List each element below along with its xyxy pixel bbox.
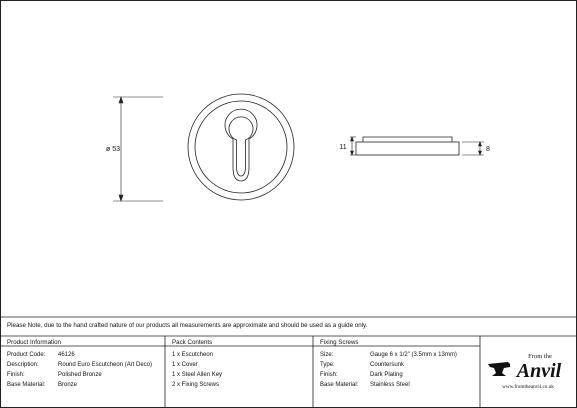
screw-size-value: Gauge 6 x 1/2" (3.5mm x 13mm) — [370, 352, 457, 358]
right-thickness-label: 8 — [486, 146, 490, 153]
logo-brand: Anvil — [516, 360, 562, 382]
screw-base-material-value: Stainless Steel — [370, 382, 410, 388]
side-base — [356, 142, 459, 155]
measurement-note: Please Note, due to the hand crafted nature of our products all measurements are approximate and should be used as a guide only. — [7, 322, 368, 329]
side-top — [363, 137, 452, 142]
right-thickness-dimension — [462, 142, 484, 155]
screw-base-material-label: Base Material: — [320, 382, 359, 388]
pack-item: 2 x Fixing Screws — [172, 382, 220, 388]
inner-rim — [195, 101, 287, 193]
fixing-screws-header: Fixing Screws — [320, 339, 359, 346]
keyhole-outline — [225, 109, 257, 181]
from-the-anvil-logo — [486, 350, 570, 392]
pack-item: 1 x Steel Allen Key — [172, 372, 223, 378]
description-label: Description: — [7, 362, 39, 368]
pack-contents-header: Pack Contents — [172, 339, 213, 346]
diameter-label: ø 53 — [105, 146, 121, 153]
side-view — [356, 137, 459, 155]
description-value: Round Euro Escutcheon (Art Deco) — [58, 362, 153, 368]
screw-finish-label: Finish: — [320, 372, 338, 378]
base-material-value: Bronze — [58, 382, 78, 388]
logo-url: www.fromtheanvil.co.uk — [502, 384, 554, 390]
product-code-value: 46126 — [58, 352, 75, 358]
screw-size-label: Size: — [320, 352, 334, 358]
base-material-label: Base Material: — [7, 382, 46, 388]
screw-type-label: Type: — [320, 362, 335, 368]
pack-item: 1 x Escutcheon — [172, 352, 214, 358]
product-information-header: Product Information — [7, 339, 61, 346]
screw-type-value: Countersunk — [370, 362, 405, 368]
anvil-icon — [488, 362, 510, 376]
sheet-border — [1, 1, 577, 408]
left-thickness-label: 11 — [339, 144, 347, 151]
left-thickness-dimension — [350, 137, 356, 155]
outer-rim — [188, 94, 294, 200]
logo-from-the: From the — [528, 353, 552, 360]
pack-item: 1 x Cover — [172, 362, 198, 368]
front-view — [188, 94, 294, 200]
finish-label: Finish: — [7, 372, 25, 378]
product-code-label: Product Code: — [7, 352, 46, 358]
screw-finish-value: Dark Plating — [370, 372, 403, 378]
finish-value: Polished Bronze — [58, 372, 102, 378]
diameter-dimension — [113, 97, 163, 201]
